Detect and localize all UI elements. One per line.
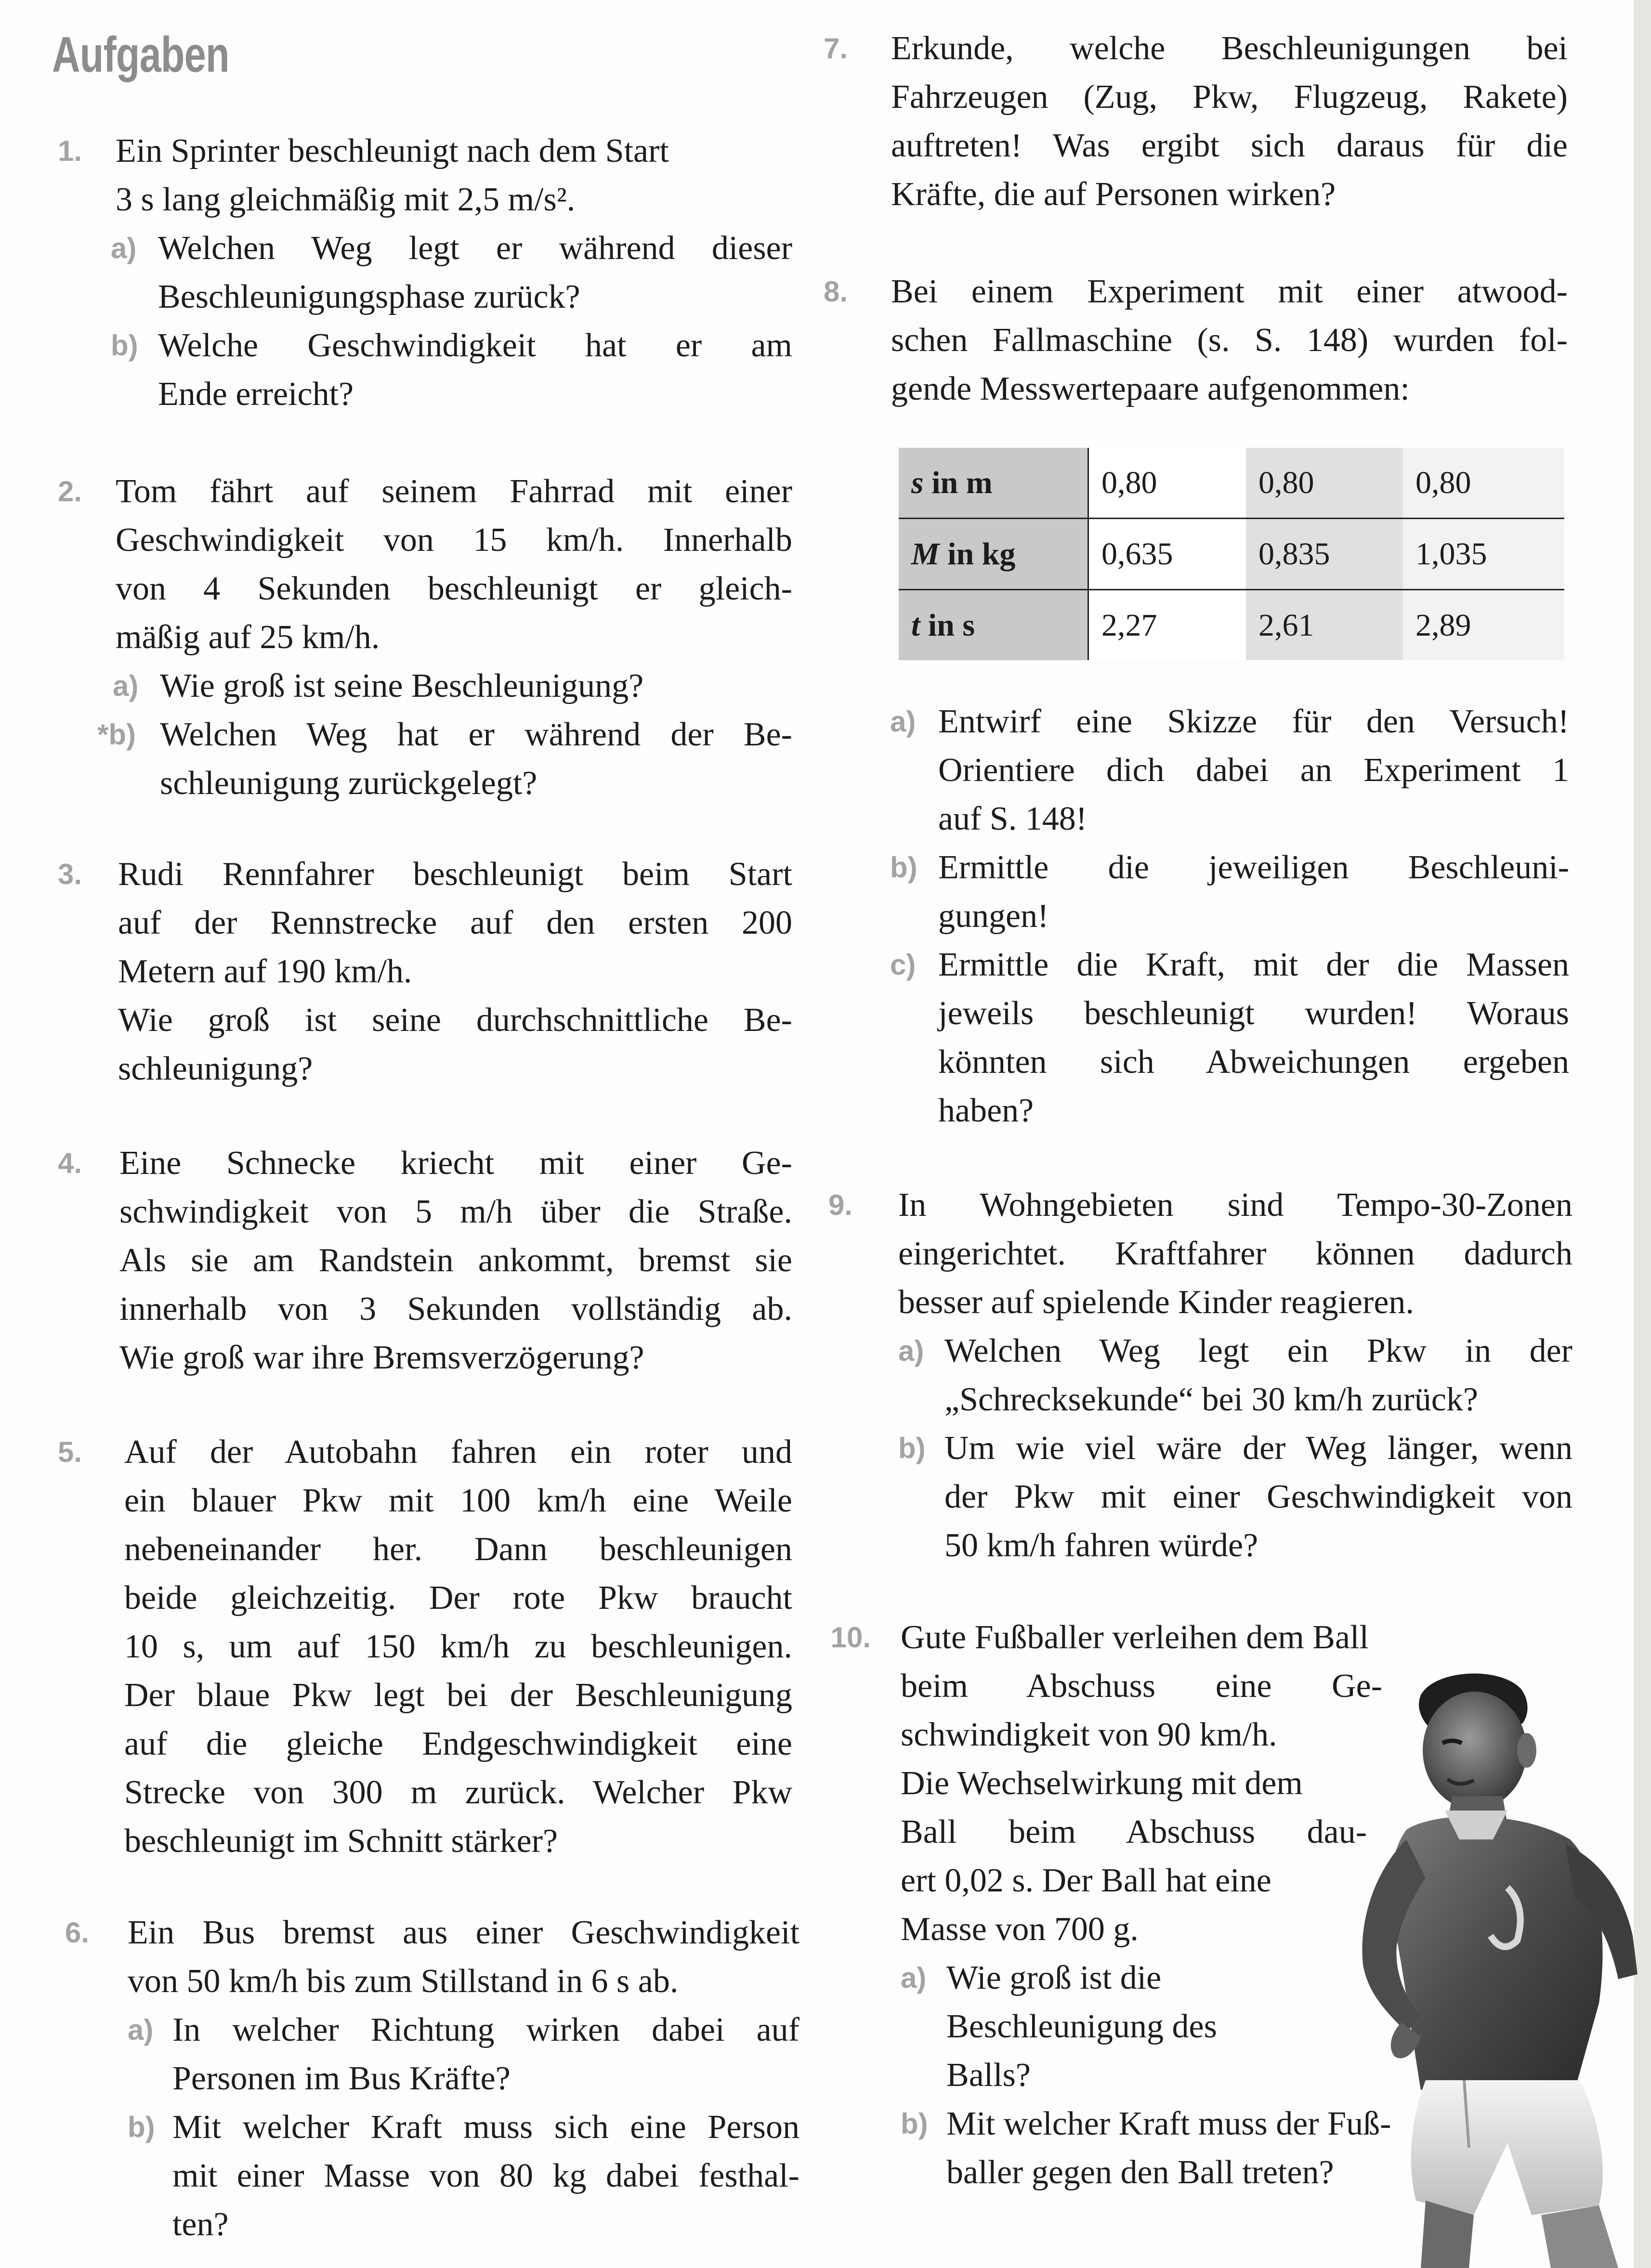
subtask-label: a) <box>113 670 139 702</box>
subtask-b <box>898 1424 1572 1570</box>
table-cell: 2,89 <box>1403 590 1564 661</box>
subtask-a <box>890 697 1569 843</box>
subtask-text: Mit welcher Kraft muss der Fuß- <box>946 2105 1391 2142</box>
task-2 <box>48 467 792 808</box>
subtask-text: könnten sich Abweichungen ergeben <box>938 1043 1569 1081</box>
subtask-text: mit einer Masse von 80 kg dabei festhal- <box>172 2157 799 2194</box>
subtask-label: c) <box>890 949 916 981</box>
subtask-label-text: b) <box>108 718 136 751</box>
row-header <box>899 519 1088 590</box>
unit-label: in s <box>920 607 975 643</box>
task-text: In Wohngebieten sind Tempo-30-Zonen <box>898 1186 1572 1224</box>
task-text: 10 s, um auf 150 km/h zu beschleunigen. <box>124 1628 792 1665</box>
task-text: Ball beim Abschuss dau- <box>901 1813 1367 1851</box>
subtask-a <box>901 1954 1493 2099</box>
subtask-a <box>128 2006 799 2103</box>
task-text: Der blaue Pkw legt bei der Beschleunigung <box>124 1677 792 1714</box>
row-header <box>899 448 1088 519</box>
task-10 <box>819 1613 1493 2197</box>
subtask-label: b) <box>898 1432 926 1464</box>
task-6 <box>55 1908 799 2249</box>
subtask-text: „Schrecksekunde“ bei 30 km/h zurück? <box>944 1381 1478 1418</box>
subtask-text: Balls? <box>946 2057 1031 2094</box>
task-text: nebeneinander her. Dann beschleunigen <box>124 1531 792 1568</box>
task-text: Gute Fußballer verleihen dem Ball <box>901 1619 1369 1656</box>
task-text: beide gleichzeitig. Der rote Pkw braucht <box>124 1579 792 1616</box>
subtask-b <box>901 2099 1493 2197</box>
task-text: auf die gleiche Endgeschwindigkeit eine <box>124 1725 792 1762</box>
task-text: Metern auf 190 km/h. <box>118 953 412 990</box>
task-number: 10. <box>830 1621 871 1654</box>
task-text: ein blauer Pkw mit 100 km/h eine Weile <box>124 1482 792 1519</box>
subtask-text: gungen! <box>938 898 1049 935</box>
task-number: 7. <box>823 32 848 65</box>
subtask-text: auf S. 148! <box>938 800 1088 837</box>
task-text: innerhalb von 3 Sekunden vollständig ab. <box>119 1290 792 1328</box>
subtask-text: Welchen Weg hat er während der Be- <box>160 716 792 753</box>
task-number: 1. <box>57 135 82 167</box>
task-9 <box>819 1181 1572 1570</box>
subtask-a <box>898 1327 1572 1424</box>
task-text: schwindigkeit von 5 m/h über die Straße. <box>119 1193 792 1230</box>
subtask-text: Beschleunigung des <box>946 2008 1217 2045</box>
task-text: auftreten! Was ergibt sich daraus für die <box>891 127 1568 164</box>
subtask-text: Ermittle die jeweiligen Beschleuni- <box>938 849 1569 886</box>
task-8 <box>814 267 1568 413</box>
unit-label: in m <box>923 465 993 500</box>
task-text: Rudi Rennfahrer beschleunigt beim Start <box>118 856 792 893</box>
task-number: 5. <box>57 1436 82 1468</box>
task-text: Tom fährt auf seinem Fahrrad mit einer <box>116 473 792 510</box>
subtask-a <box>111 224 792 321</box>
table-cell: 0,80 <box>1246 448 1403 519</box>
task-text: eingerichtet. Kraftfahrer können dadurch <box>898 1235 1572 1272</box>
task-text: besser auf spielende Kinder reagieren. <box>898 1284 1414 1321</box>
subtask-text: Personen im Bus Kräfte? <box>172 2060 511 2097</box>
subtask-text: Um wie viel wäre der Weg länger, wenn <box>944 1430 1572 1467</box>
variable-symbol: t <box>911 607 920 643</box>
measurement-table <box>899 448 1564 660</box>
subtask-b <box>97 710 792 808</box>
task-text: Ein Bus bremst aus einer Geschwindigkeit <box>128 1914 799 1951</box>
subtask-label: b) <box>890 851 917 884</box>
task-text: Auf der Autobahn fahren ein roter und <box>124 1434 792 1471</box>
subtask-text: der Pkw mit einer Geschwindigkeit von <box>944 1478 1572 1515</box>
subtask-text: ten? <box>172 2206 229 2243</box>
task-text: Masse von 700 g. <box>901 1911 1139 1948</box>
task-number: 3. <box>57 858 82 890</box>
unit-label: in kg <box>939 536 1016 572</box>
variable-symbol: M <box>911 536 940 572</box>
task-text: Geschwindigkeit von 15 km/h. Innerhalb <box>116 521 792 559</box>
task-number: 4. <box>57 1147 82 1179</box>
task-text: auf der Rennstrecke auf den ersten 200 <box>118 904 792 941</box>
subtask-label: a) <box>111 232 137 264</box>
task-7 <box>814 24 1568 219</box>
table-cell: 0,80 <box>1088 448 1246 519</box>
subtask-text: Wie groß ist seine Beschleunigung? <box>160 667 644 704</box>
task-number: 9. <box>828 1189 852 1221</box>
task-text: von 50 km/h bis zum Stillstand in 6 s ab. <box>128 1963 679 2000</box>
table-row <box>899 519 1564 590</box>
subtask-b <box>111 321 792 418</box>
optional-marker: * <box>97 718 109 751</box>
task-text: schen Fallmaschine (s. S. 148) wurden fol- <box>891 322 1568 359</box>
task-text: ert 0,02 s. Der Ball hat eine <box>901 1862 1271 1899</box>
subtask-text: Welchen Weg legt ein Pkw in der <box>944 1332 1572 1369</box>
task-text: von 4 Sekunden beschleunigt er gleich- <box>116 570 792 607</box>
task-text: Als sie am Randstein ankommt, bremst sie <box>119 1242 792 1279</box>
subtask-text: Entwirf eine Skizze für den Versuch! <box>938 703 1569 740</box>
task-5 <box>48 1428 792 1865</box>
subtask-text: schleunigung zurückgelegt? <box>160 765 537 802</box>
task-text: mäßig auf 25 km/h. <box>116 619 380 656</box>
task-number: 6. <box>65 1916 89 1949</box>
task-number: 2. <box>57 475 82 508</box>
subtask-label: a) <box>901 1962 927 1994</box>
subtask-text: Welche Geschwindigkeit hat er am <box>158 327 792 364</box>
table-cell: 2,27 <box>1088 590 1246 661</box>
subtask-label: b) <box>128 2111 155 2143</box>
subtask-text: Welchen Weg legt er während dieser <box>158 230 792 267</box>
subtask-text: Ermittle die Kraft, mit der die Massen <box>938 946 1569 983</box>
table-cell: 1,035 <box>1403 519 1564 590</box>
subtask-label: a) <box>898 1335 924 1367</box>
subtask-text: haben? <box>938 1092 1034 1129</box>
table-cell: 2,61 <box>1246 590 1403 661</box>
task-text: beim Abschuss eine Ge- <box>901 1668 1382 1705</box>
task-1 <box>48 127 792 418</box>
task-8-subtasks <box>890 697 1569 1135</box>
subtask-a <box>113 662 792 710</box>
subtask-text: Ende erreicht? <box>158 376 354 413</box>
page-title: Aufgaben <box>52 27 229 83</box>
task-text: schwindigkeit von 90 km/h. <box>901 1716 1277 1753</box>
task-text: Die Wechselwirkung mit dem <box>901 1765 1303 1802</box>
table-cell: 0,635 <box>1088 519 1246 590</box>
subtask-b <box>890 843 1569 940</box>
subtask-b <box>128 2103 799 2249</box>
task-text: Fahrzeugen (Zug, Pkw, Flugzeug, Rakete) <box>891 78 1568 116</box>
task-text: schleunigung? <box>118 1050 313 1087</box>
subtask-label <box>92 710 136 759</box>
subtask-text: jeweils beschleunigt wurden! Woraus <box>938 995 1569 1032</box>
table-row <box>899 448 1564 519</box>
variable-symbol: s <box>911 465 924 500</box>
task-text: Kräfte, die auf Personen wirken? <box>891 176 1336 213</box>
task-text: 3 s lang gleichmäßig mit 2,5 m/s². <box>116 181 576 218</box>
subtask-text: 50 km/h fahren würde? <box>944 1527 1258 1564</box>
task-text: Ein Sprinter beschleunigt nach dem Start <box>116 132 669 169</box>
task-text: Bei einem Experiment mit einer atwood- <box>891 273 1568 310</box>
table-cell: 0,80 <box>1403 448 1564 519</box>
subtask-text: Orientiere dich dabei an Experiment 1 <box>938 752 1569 789</box>
task-text: beschleunigt im Schnitt stärker? <box>124 1823 558 1860</box>
table-cell: 0,835 <box>1246 519 1403 590</box>
task-number: 8. <box>823 275 848 308</box>
task-text: Erkunde, welche Beschleunigungen bei <box>891 30 1568 67</box>
subtask-label: b) <box>111 329 138 362</box>
row-header <box>899 590 1088 661</box>
subtask-label: a) <box>128 2014 154 2046</box>
subtask-label: b) <box>901 2108 928 2140</box>
subtask-text: Beschleunigungsphase zurück? <box>158 278 580 315</box>
subtask-c <box>890 940 1569 1135</box>
task-text: Wie groß ist seine durchschnittliche Be- <box>118 1002 792 1039</box>
task-text: Wie groß war ihre Bremsverzögerung? <box>119 1339 644 1376</box>
task-text: gende Messwertepaare aufgenommen: <box>891 370 1410 407</box>
subtask-text: Wie groß ist die <box>946 1959 1162 1996</box>
task-text: Eine Schnecke kriecht mit einer Ge- <box>119 1145 792 1182</box>
table-row <box>899 590 1564 661</box>
subtask-label: a) <box>890 705 916 738</box>
subtask-text: baller gegen den Ball treten? <box>946 2154 1334 2191</box>
task-text: Strecke von 300 m zurück. Welcher Pkw <box>124 1774 792 1811</box>
subtask-text: In welcher Richtung wirken dabei auf <box>172 2011 799 2048</box>
subtask-text: Mit welcher Kraft muss sich eine Person <box>172 2109 799 2146</box>
task-3 <box>48 850 792 1093</box>
task-4 <box>48 1139 792 1382</box>
